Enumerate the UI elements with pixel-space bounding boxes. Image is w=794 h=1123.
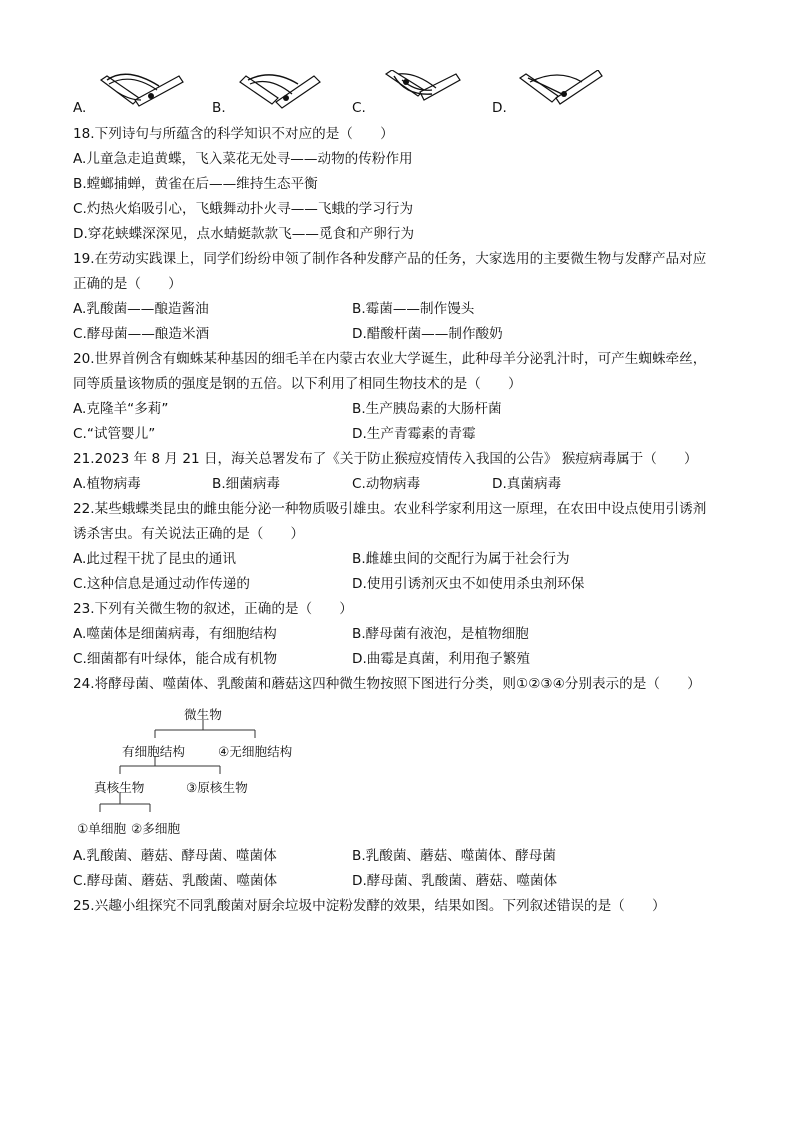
- tree-prokaryote: ③原核生物: [186, 780, 248, 795]
- q19-stem-line1: 19.在劳动实践课上，同学们纷纷申领了制作各种发酵产品的任务，大家选用的主要微生物与发酵产品对应: [73, 251, 707, 267]
- tree-root: 微生物: [184, 707, 222, 722]
- q24-option-a: A.乳酸菌、蘑菇、酵母菌、噬菌体: [73, 848, 277, 864]
- q22-option-b: B.雌雄虫间的交配行为属于社会行为: [352, 551, 570, 567]
- q17-option-d: [492, 70, 612, 116]
- tree-unicellular: ①单细胞: [77, 821, 127, 836]
- arm-diagram-icon: [87, 70, 187, 114]
- q25-stem: 25.兴趣小组探究不同乳酸菌对厨余垃圾中淀粉发酵的效果，结果如图。下列叙述错误的是（ ）: [73, 898, 666, 914]
- q19-option-c: C.酵母菌——酿造米酒: [73, 326, 210, 342]
- q23-option-a: A.噬菌体是细菌病毒，有细胞结构: [73, 626, 277, 642]
- q21-option-c: C.动物病毒: [352, 476, 421, 492]
- q18-option-a: A.儿童急走追黄蝶，飞入菜花无处寻——动物的传粉作用: [73, 151, 413, 167]
- q21-option-b: B.细菌病毒: [212, 476, 281, 492]
- tree-cellular: 有细胞结构: [122, 744, 185, 759]
- q18-stem: 18.下列诗句与所蕴含的科学知识不对应的是（ ）: [73, 126, 394, 142]
- q23-option-d: D.曲霉是真菌，利用孢子繁殖: [352, 651, 530, 667]
- q17-option-a: [73, 70, 193, 116]
- q22-option-a: A.此过程干扰了昆虫的通讯: [73, 551, 236, 567]
- q20-stem-line2: 同等质量该物质的强度是钢的五倍。以下利用了相同生物技术的是（ ）: [73, 376, 522, 392]
- q19-option-b: B.霉菌——制作馒头: [352, 301, 475, 317]
- q22-stem-line2: 诱杀害虫。有关说法正确的是（ ）: [73, 526, 305, 542]
- q21-option-d: D.真菌病毒: [492, 476, 562, 492]
- q21-option-a: A.植物病毒: [73, 476, 141, 492]
- q18-option-c: C.灼热火焰吸引心，飞蛾舞动扑火寻——飞蛾的学习行为: [73, 201, 414, 217]
- q22-option-c: C.这种信息是通过动作传递的: [73, 576, 250, 592]
- q19-option-a: A.乳酸菌——酿造酱油: [73, 301, 209, 317]
- q17-option-b: [212, 70, 332, 116]
- q19-stem-line2: 正确的是（ ）: [73, 276, 182, 292]
- arm-diagram-icon: [506, 70, 606, 114]
- arm-diagram-icon: [366, 70, 466, 114]
- option-label: D.: [492, 100, 507, 116]
- tree-acellular: ④无细胞结构: [218, 744, 293, 759]
- q20-stem-line1: 20.世界首例含有蜘蛛某种基因的细毛羊在内蒙古农业大学诞生，此种母羊分泌乳汁时，可产生蜘蛛牵丝，: [73, 351, 707, 367]
- q24-option-c: C.酵母菌、蘑菇、乳酸菌、噬菌体: [73, 873, 278, 889]
- q20-option-c: C.“试管婴儿”: [73, 426, 156, 442]
- q23-option-b: B.酵母菌有液泡，是植物细胞: [352, 626, 529, 642]
- q20-option-b: B.生产胰岛素的大肠杆菌: [352, 401, 502, 417]
- q18-option-b: B.螳螂捕蝉，黄雀在后——维持生态平衡: [73, 176, 318, 192]
- option-label: B.: [212, 100, 226, 116]
- q17-option-c: [352, 70, 472, 116]
- q24-option-b: B.乳酸菌、蘑菇、噬菌体、酵母菌: [352, 848, 556, 864]
- q18-option-d: D.穿花蛱蝶深深见，点水蜻蜓款款飞——觅食和产卵行为: [73, 226, 415, 242]
- q23-stem: 23.下列有关微生物的叙述，正确的是（ ）: [73, 601, 353, 617]
- q20-option-a: A.克隆羊“多莉”: [73, 401, 169, 417]
- tree-multicellular: ②多细胞: [131, 821, 181, 836]
- q23-option-c: C.细菌都有叶绿体，能合成有机物: [73, 651, 278, 667]
- tree-eukaryote: 真核生物: [94, 780, 145, 795]
- arm-diagram-icon: [226, 70, 326, 114]
- option-label: C.: [352, 100, 366, 116]
- q24-option-d: D.酵母菌、乳酸菌、蘑菇、噬菌体: [352, 873, 558, 889]
- q24-stem: 24.将酵母菌、噬菌体、乳酸菌和蘑菇这四种微生物按照下图进行分类，则①②③④分别表示的是（ ）: [73, 676, 701, 692]
- q21-stem: 21.2023 年 8 月 21 日，海关总署发布了《关于防止猴痘疫情传入我国的公告》 猴痘病毒属于（ ）: [73, 451, 698, 467]
- q20-option-d: D.生产青霉素的青霉: [352, 426, 476, 442]
- q22-option-d: D.使用引诱剂灭虫不如使用杀虫剂环保: [352, 576, 585, 592]
- q19-option-d: D.醋酸杆菌——制作酸奶: [352, 326, 503, 342]
- q22-stem-line1: 22.某些蛾蝶类昆虫的雌虫能分泌一种物质吸引雄虫。农业科学家利用这一原理，在农田中设点使用引诱剂: [73, 501, 707, 517]
- option-label: A.: [73, 100, 87, 116]
